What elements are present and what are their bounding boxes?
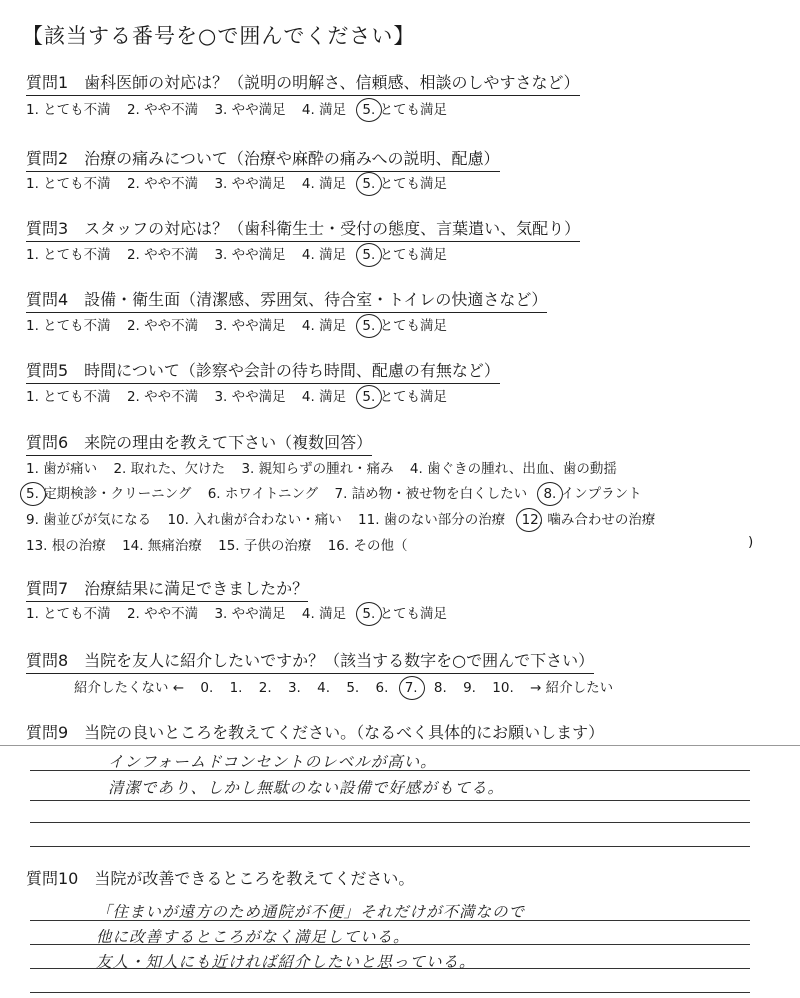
q4-option-2[interactable]: 2. やや不満 [126,318,199,334]
page-title: 【該当する番号を○で囲んでください】 [22,24,416,48]
q9-answer-line-4 [30,846,750,847]
q2-option-5-circled[interactable]: 5. とても満足 [362,176,448,192]
q9-answer-text-1: インフォームドコンセントのレベルが高い。 [108,753,437,771]
q1-option-1[interactable]: 1. とても不満 [26,102,111,118]
q8-value-7-circled[interactable]: 7. [404,680,418,696]
q7-option-3[interactable]: 3. やや満足 [214,606,286,622]
q2-option-2[interactable]: 2. やや不満 [126,176,199,192]
q6-option-7[interactable]: 7. 詰め物・被せ物を白くしたい [334,486,528,502]
question-3-options [26,243,459,263]
q8-value-10[interactable]: 10. [492,680,514,696]
q10-answer-text-1: 「住まいが遠方のため通院が不便」それだけが不満なので [96,903,526,921]
q3-option-5-circled[interactable]: 5. とても満足 [362,247,448,263]
q5-option-4[interactable]: 4. 満足 [301,389,347,405]
q1-option-5-circled[interactable]: 5. とても満足 [362,102,448,118]
q1-option-3[interactable]: 3. やや満足 [214,102,286,118]
q8-right-label: → 紹介したい [530,680,614,696]
q4-option-3[interactable]: 3. やや満足 [214,318,286,334]
q1-option-2[interactable]: 2. やや不満 [126,102,199,118]
q5-option-1[interactable]: 1. とても不満 [26,389,111,405]
q9-answer-line-3 [30,822,750,823]
q4-option-5-circled[interactable]: 5. とても満足 [362,318,448,334]
question-5-heading: 質問5 時間について（診察や会計の待ち時間、配慮の有無など） [26,358,500,384]
question-6-row-2 [26,482,654,502]
question-9-heading: 質問9 当院の良いところを教えてください。（なるべく具体的にお願いします） [26,723,605,742]
q8-value-5[interactable]: 5. [346,680,360,696]
q6-option-9[interactable]: 9. 歯並びが気になる [26,512,152,528]
q8-value-1[interactable]: 1. [229,680,243,696]
q3-option-4[interactable]: 4. 満足 [301,247,347,263]
scan-edge-line [0,745,800,746]
q3-option-2[interactable]: 2. やや不満 [126,247,199,263]
q10-answer-text-2: 他に改善するところがなく満足している。 [96,928,410,946]
q8-value-0[interactable]: 0. [200,680,214,696]
q8-value-9[interactable]: 9. [463,680,476,696]
q6-option-1[interactable]: 1. 歯が痛い [26,461,98,477]
question-1-heading: 質問1 歯科医師の対応は？（説明の明解さ、信頼感、相談のしやすさなど） [26,70,580,96]
q6-option-10[interactable]: 10. 入れ歯が合わない・痛い [167,512,342,528]
q7-option-1[interactable]: 1. とても不満 [26,606,111,622]
q6-option-3[interactable]: 3. 親知らずの腫れ・痛み [241,461,394,477]
q4-option-4[interactable]: 4. 満足 [301,318,347,334]
question-6-row-1 [26,457,629,477]
q9-answer-text-2: 清潔であり、しかし無駄のない設備で好感がもてる。 [108,779,505,797]
q2-option-4[interactable]: 4. 満足 [301,176,347,192]
q10-answer-line-4 [30,992,750,993]
question-3-heading: 質問3 スタッフの対応は？（歯科衛生士・受付の態度、言葉遣い、気配り） [26,216,580,242]
question-10-heading: 質問10 当院が改善できるところを教えてください。 [26,869,415,888]
q7-option-2[interactable]: 2. やや不満 [126,606,199,622]
q8-value-2[interactable]: 2. [258,680,272,696]
q7-option-5-circled[interactable]: 5. とても満足 [362,606,448,622]
q5-option-3[interactable]: 3. やや満足 [214,389,286,405]
question-7-options [26,602,459,622]
question-6-heading: 質問6 来院の理由を教えて下さい（複数回答） [26,430,372,456]
question-4-options [26,314,459,334]
q6-option-13[interactable]: 13. 根の治療 [26,538,106,554]
question-4-heading: 質問4 設備・衛生面（清潔感、雰囲気、待合室・トイレの快適さなど） [26,287,547,313]
q6-other-close-paren: ) [748,534,754,550]
q5-option-2[interactable]: 2. やや不満 [126,389,199,405]
q3-option-1[interactable]: 1. とても不満 [26,247,111,263]
q9-answer-line-2 [30,800,750,801]
q6-option-11[interactable]: 11. 歯のない部分の治療 [358,512,506,528]
q4-option-1[interactable]: 1. とても不満 [26,318,111,334]
q6-option-12-circled[interactable]: 12. 噛み合わせの治療 [521,512,656,528]
question-2-options [26,172,459,192]
question-7-heading: 質問7 治療結果に満足できましたか？ [26,576,308,602]
q8-left-label: 紹介したくない ← [74,680,185,696]
q8-value-4[interactable]: 4. [317,680,331,696]
q5-option-5-circled[interactable]: 5. とても満足 [362,389,448,405]
q3-option-3[interactable]: 3. やや満足 [214,247,286,263]
q1-option-4[interactable]: 4. 満足 [301,102,347,118]
q6-option-4[interactable]: 4. 歯ぐきの腫れ、出血、歯の動揺 [409,461,617,477]
question-6-row-3 [26,508,667,528]
question-5-options [26,385,459,405]
question-8-scale [74,676,625,696]
q7-option-4[interactable]: 4. 満足 [301,606,347,622]
question-1-options [26,98,459,118]
q6-option-16[interactable]: 16. その他（ [327,538,408,554]
q6-option-15[interactable]: 15. 子供の治療 [218,538,312,554]
q2-option-1[interactable]: 1. とても不満 [26,176,111,192]
q8-value-8[interactable]: 8. [433,680,447,696]
question-8-heading: 質問8 当院を友人に紹介したいですか？（該当する数字を○で囲んで下さい） [26,648,594,674]
q6-option-6[interactable]: 6. ホワイトニング [207,486,319,502]
q2-option-3[interactable]: 3. やや満足 [214,176,286,192]
q10-answer-text-3: 友人・知人にも近ければ紹介したいと思っている。 [96,953,476,971]
q8-value-3[interactable]: 3. [287,680,301,696]
q8-value-6[interactable]: 6. [375,680,389,696]
q6-option-14[interactable]: 14. 無痛治療 [122,538,202,554]
q6-option-2[interactable]: 2. 取れた、欠けた [113,461,226,477]
q6-option-8-circled[interactable]: 8. インプラント [543,486,642,502]
question-2-heading: 質問2 治療の痛みについて（治療や麻酔の痛みへの説明、配慮） [26,146,500,172]
question-6-row-4 [26,534,419,554]
q6-option-5-circled[interactable]: 5. 定期検診・クリーニング [26,486,192,502]
